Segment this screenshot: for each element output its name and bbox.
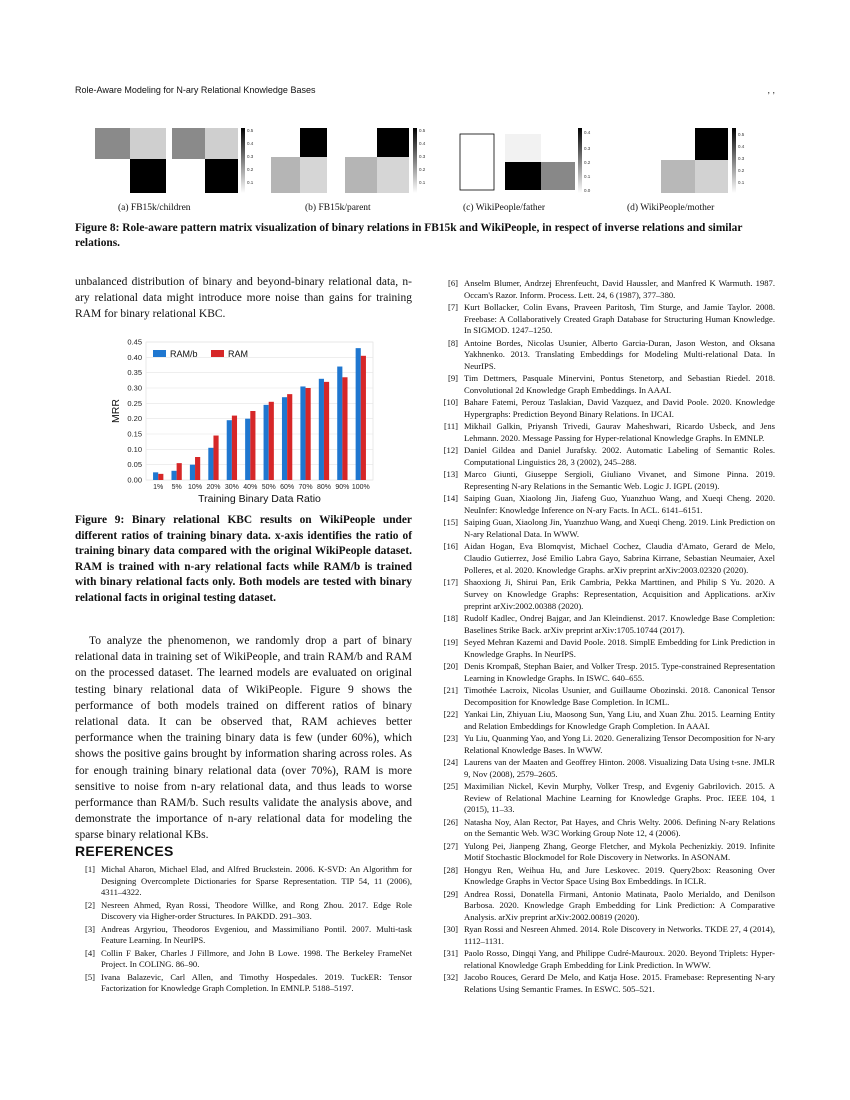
cbar-a-tick: 0.2	[247, 167, 254, 172]
reference-text: Nesreen Ahmed, Ryan Rossi, Theodore Willke, and Rong Zhou. 2017. Edge Role Discovery via Higher-order Structures. In PAKDD. 291–303.	[101, 899, 412, 922]
reference-item	[75, 972, 412, 995]
reference-item	[438, 421, 775, 444]
bar-ram-b	[227, 420, 232, 480]
reference-number: [20]	[443, 660, 458, 671]
legend-swatch	[211, 350, 224, 357]
panel-c-label: (c) WikiPeople/father	[463, 203, 546, 213]
reference-text: Aidan Hogan, Eva Blomqvist, Michael Cochez, Claudia d'Amato, Gerard de Melo, Claudio Gutierrez, José Emilio Labra Gayo, Sabrina Kirrane, Sebastian Neumaier, Axel Polleres, et al. 2020. Knowledge Graphs. arXiv preprint arXiv:2003.02320 (2020).	[464, 541, 775, 575]
reference-text: Bahare Fatemi, Perouz Taslakian, David Vazquez, and David Poole. 2020. Knowledge Hypergraphs: Prediction Beyond Binary Relations. In IJCAI.	[464, 397, 775, 420]
analysis-paragraph: To analyze the phenomenon, we randomly drop a part of binary relational data in training set of WikiPeople, and train RAM/b and RAM on the processed dataset. The learned models are evaluated on original testing binary relational data of WikiPeople. Figure 9 shows the performance of both models trained on different ratios of binary relational data. It can be observed that, RAM achieves better performance when the training binary data is few (under 60%), which shows the positive gains brought by information sharing across roles. As for enough training binary relational data (over 70%), RAM is more sensitive to noise from n-ary relational data, and thus leads to worse performance than RAM/b. Such results validate the analysis above, and demonstrate the importance of n-ary relational data for modeling the sparse binary relational KBs.	[75, 635, 412, 842]
reference-item	[438, 661, 775, 684]
y-tick-label: 0.15	[127, 429, 142, 439]
matrix-panel-b	[271, 128, 417, 193]
cbar-d-tick: 0.2	[738, 168, 745, 173]
reference-text: Yu Liu, Quanming Yao, and Yong Li. 2020. Generalizing Tensor Decomposition for N-ary Relational Knowledge Bases. In WWW.	[464, 732, 775, 755]
figure-8-caption: Figure 8: Role-aware pattern matrix visualization of binary relations in FB15k and WikiPeople, in respect of inverse relations and similar relations.	[75, 222, 743, 249]
bar-ram-b	[153, 472, 158, 480]
reference-item	[75, 864, 412, 899]
bar-ram-b	[319, 379, 324, 480]
reference-number: [32]	[443, 972, 458, 983]
bar-ram-b	[190, 465, 195, 480]
reference-number: [28]	[443, 864, 458, 875]
y-axis-label: MRR	[110, 399, 122, 423]
reference-text: Andrea Rossi, Donatella Firmani, Antonio Matinata, Paolo Merialdo, and Denilson Barbosa. 2020. Knowledge Graph Embedding for Link Prediction: A Comparative Analysis. arXiv preprint arXiv:2002.00819 (2020).	[464, 888, 775, 922]
reference-text: Anselm Blumer, Andrzej Ehrenfeucht, David Haussler, and Manfred K Warmuth. 1987. Occam's Razor. Inform. Process. Lett. 24, 6 (1987), 377–380.	[464, 278, 775, 300]
reference-number: [7]	[447, 302, 458, 312]
cbar-d-tick: 0.5	[738, 132, 745, 137]
cbar-c-tick: 0.3	[584, 146, 591, 151]
cbar-a-tick: 0.5	[247, 128, 254, 133]
bar-ram	[250, 411, 255, 480]
reference-text: Seyed Mehran Kazemi and David Poole. 2018. SimplE Embedding for Link Prediction in Knowledge Graphs. In NeurIPS.	[464, 636, 775, 659]
matrix-panel-a	[95, 128, 245, 193]
reference-text: Saiping Guan, Xiaolong Jin, Yuanzhuo Wang, and Xueqi Cheng. 2019. Link Prediction on N-ary Relational Data. In WWW.	[464, 517, 775, 540]
y-tick-label: 0.35	[127, 368, 142, 378]
reference-item	[438, 517, 775, 540]
panel-d-label: (d) WikiPeople/mother	[627, 203, 715, 213]
bar-ram	[342, 377, 347, 480]
bar-ram	[232, 416, 237, 480]
references-list-right	[438, 278, 775, 996]
reference-text: Timothée Lacroix, Nicolas Usunier, and Guillaume Obozinski. 2018. Canonical Tensor Decomposition for Knowledge Base Completion. In ICML.	[464, 684, 775, 707]
reference-text: Shaoxiong Ji, Shirui Pan, Erik Cambria, Pekka Marttinen, and Philip S Yu. 2020. A Survey on Knowledge Graphs: Representation, Acquisition and Applications. arXiv preprint arXiv:2002.00388 (2020).	[464, 577, 775, 611]
reference-number: [11]	[444, 421, 458, 432]
reference-number: [2]	[84, 899, 95, 910]
reference-item	[438, 278, 775, 301]
reference-text: Marco Giunti, Giuseppe Sergioli, Giuliano Vivanet, and Simone Pinna. 2019. Representing N-ary Relations in the Semantic Web. Logic J. IGPL (2019).	[464, 469, 775, 492]
reference-item	[438, 338, 775, 373]
reference-item	[438, 637, 775, 660]
reference-item	[438, 469, 775, 492]
x-tick-label: 30%	[224, 484, 239, 491]
reference-text: Yulong Pei, Jianpeng Zhang, George Fletcher, and Mykola Pechenizkiy. 2019. Infinite Motif Stochastic Blockmodel for Role Discovery in Networks. In ASONAM.	[464, 840, 775, 863]
x-tick-label: 20%	[206, 484, 221, 491]
bar-ram	[269, 402, 274, 480]
reference-item	[438, 685, 775, 708]
reference-number: [18]	[443, 612, 458, 623]
reference-number: [24]	[443, 756, 458, 767]
reference-item	[75, 948, 412, 971]
reference-item	[438, 865, 775, 888]
figure-9-caption: Figure 9: Binary relational KBC results on WikiPeople under different ratios of training binary data. x-axis identifies the ratio of training binary data compared with the original WikiPeople dataset. RAM is trained with n-ary relational facts while RAM/b is trained with binary relational facts only. Both models are tested with binary relational facts in original testing dataset.	[75, 514, 412, 604]
x-tick-label: 1%	[153, 484, 164, 491]
reference-number: [29]	[443, 888, 458, 899]
reference-text: Mikhail Galkin, Priyansh Trivedi, Gaurav Maheshwari, Ricardo Usbeck, and Jens Lehmann. 2020. Message Passing for Hyper-relational Knowledge Graphs. In EMNLP.	[464, 421, 775, 444]
reference-text: Hongyu Ren, Weihua Hu, and Jure Leskovec. 2019. Query2box: Reasoning Over Knowledge Graphs in Vector Space Using Box Embeddings. In ICLR.	[464, 864, 775, 887]
reference-item	[438, 493, 775, 516]
reference-number: [22]	[443, 708, 458, 719]
cbar-b-tick: 0.2	[419, 167, 426, 172]
bar-ram	[195, 457, 200, 480]
y-tick-label: 0.00	[127, 475, 142, 485]
y-tick-label: 0.25	[127, 398, 142, 408]
reference-text: Tim Dettmers, Pasquale Minervini, Pontus Stenetorp, and Sebastian Riedel. 2018. Convolutional 2d Knowledge Graph Embeddings. In AAAI.	[464, 373, 775, 396]
reference-text: Jacobo Rouces, Gerard De Melo, and Katja Hose. 2015. Framebase: Representing N-ary Relations Using Semantic Frames. In ESWC. 505–521.	[464, 972, 775, 994]
running-header-page: , ,	[767, 85, 775, 95]
y-tick-label: 0.40	[127, 352, 142, 362]
bar-ram-b	[356, 348, 361, 480]
legend-label: RAM	[228, 349, 248, 359]
reference-text: Ivana Balazevic, Carl Allen, and Timothy Hospedales. 2019. TuckER: Tensor Factorization for Knowledge Graph Completion. In EMNLP. 5188–5197.	[101, 971, 412, 994]
cbar-b-tick: 0.1	[419, 180, 426, 185]
x-tick-label: 10%	[188, 484, 203, 491]
reference-number: [21]	[443, 684, 458, 695]
reference-number: [19]	[443, 636, 458, 647]
bar-ram-b	[245, 419, 250, 480]
x-tick-label: 90%	[335, 484, 350, 491]
reference-text: Ryan Rossi and Nesreen Ahmed. 2014. Role Discovery in Networks. TKDE 27, 4 (2014), 1112–1131.	[464, 924, 775, 946]
reference-number: [25]	[443, 780, 458, 791]
y-tick-label: 0.20	[127, 414, 142, 424]
reference-item	[438, 924, 775, 947]
reference-item	[75, 924, 412, 947]
reference-item	[438, 302, 775, 337]
reference-item	[438, 757, 775, 780]
x-tick-label: 80%	[316, 484, 331, 491]
bar-ram	[213, 436, 218, 480]
intro-text: unbalanced distribution of binary and beyond-binary relational data, n-ary relational data might introduce more noise than gains for training RAM for binary relational KBC.	[75, 276, 412, 321]
reference-number: [16]	[443, 541, 458, 552]
reference-item	[438, 577, 775, 612]
bar-ram	[287, 394, 292, 480]
cbar-d-tick: 0.3	[738, 156, 745, 161]
cbar-c-tick: 0.0	[584, 188, 591, 193]
x-tick-label: 70%	[298, 484, 313, 491]
reference-number: [12]	[443, 445, 458, 456]
cbar-a-tick: 0.1	[247, 180, 254, 185]
reference-number: [4]	[84, 947, 95, 958]
bar-ram	[324, 382, 329, 480]
reference-text: Andreas Argyriou, Theodoros Evgeniou, and Massimiliano Pontil. 2007. Multi-task Feature Learning. In NeurIPS.	[101, 923, 412, 946]
figure-9-chart	[75, 334, 412, 506]
bar-ram	[361, 356, 366, 480]
reference-number: [23]	[443, 732, 458, 743]
reference-text: Paolo Rosso, Dingqi Yang, and Philippe Cudré-Mauroux. 2020. Beyond Triplets: Hyper-relational Knowledge Graph Embedding for Link Prediction. In WWW.	[464, 948, 775, 970]
reference-item	[438, 709, 775, 732]
cbar-a-tick: 0.4	[247, 141, 254, 146]
x-tick-label: 100%	[351, 484, 370, 491]
reference-item	[438, 841, 775, 864]
figure-8	[75, 118, 775, 218]
reference-text: Kurt Bollacker, Colin Evans, Praveen Paritosh, Tim Sturge, and Jamie Taylor. 2008. Freebase: A Collaboratively Created Graph Database for Structuring Human Knowledge. In SIGMOD. 1247–1250.	[464, 302, 775, 336]
bar-ram-b	[208, 448, 213, 480]
matrix-panel-c	[460, 128, 582, 193]
reference-item	[438, 817, 775, 840]
reference-text: Michal Aharon, Michael Elad, and Alfred Bruckstein. 2006. K-SVD: An Algorithm for Designing Overcomplete Dictionaries for Sparse Representation. TIP 54, 11 (2006), 4311–4322.	[101, 864, 412, 898]
reference-text: Daniel Gildea and Daniel Jurafsky. 2002. Automatic Labeling of Semantic Roles. Computational Linguistics 28, 3 (2002), 245–288.	[464, 445, 775, 468]
cbar-a-tick: 0.3	[247, 154, 254, 159]
bar-ram	[177, 463, 182, 480]
reference-item	[438, 733, 775, 756]
reference-item	[75, 900, 412, 923]
reference-number: [3]	[84, 923, 95, 934]
reference-number: [6]	[447, 278, 458, 288]
reference-text: Natasha Noy, Alan Rector, Pat Hayes, and Chris Welty. 2006. Defining N-ary Relations on the Semantic Web. W3C Working Group Note 12, 4 (2006).	[464, 816, 775, 839]
reference-number: [8]	[447, 337, 458, 348]
panel-b-label: (b) FB15k/parent	[305, 203, 371, 213]
cbar-c-tick: 0.1	[584, 174, 591, 179]
reference-item	[438, 972, 775, 995]
y-tick-label: 0.30	[127, 383, 142, 393]
reference-text: Denis Krompaß, Stephan Baier, and Volker Tresp. 2015. Type-constrained Representation Learning in Knowledge Graphs. In ISWC. 640–655.	[464, 660, 775, 683]
cbar-c-tick: 0.2	[584, 160, 591, 165]
intro-paragraph	[75, 274, 412, 323]
reference-item	[438, 373, 775, 396]
matrix-panel-d	[661, 128, 736, 193]
reference-number: [31]	[443, 948, 458, 959]
reference-text: Antoine Bordes, Nicolas Usunier, Alberto Garcia-Duran, Jason Weston, and Oksana Yakhnenko. 2013. Translating Embeddings for Modeling Multi-relational Data. In NeurIPS.	[464, 337, 775, 372]
reference-number: [30]	[443, 924, 458, 935]
x-axis-label: Training Binary Data Ratio	[198, 493, 321, 505]
reference-item	[438, 781, 775, 816]
reference-text: Rudolf Kadlec, Ondrej Bajgar, and Jan Kleindienst. 2017. Knowledge Base Completion: Baselines Strike Back. arXiv preprint arXiv:1705.10744 (2017).	[464, 612, 775, 635]
references-list-left	[75, 864, 412, 996]
reference-item	[438, 541, 775, 576]
y-tick-label: 0.45	[127, 337, 142, 347]
reference-number: [17]	[443, 577, 458, 588]
reference-number: [13]	[443, 469, 458, 480]
bar-ram-b	[337, 367, 342, 480]
reference-text: Collin F Baker, Charles J Fillmore, and John B Lowe. 1998. The Berkeley FrameNet Project. In COLING. 86–90.	[101, 947, 412, 970]
x-tick-label: 60%	[280, 484, 295, 491]
references-heading: REFERENCES	[75, 843, 174, 859]
bar-ram-b	[282, 397, 287, 480]
reference-number: [1]	[84, 864, 95, 874]
cbar-b-tick: 0.3	[419, 154, 426, 159]
x-tick-label: 50%	[261, 484, 276, 491]
reference-item	[438, 613, 775, 636]
reference-item	[438, 397, 775, 420]
reference-text: Maximilian Nickel, Kevin Murphy, Volker Tresp, and Evgeniy Gabrilovich. 2015. A Review of Relational Machine Learning for Knowledge Graphs. Proc. IEEE 104, 1 (2015), 11–33.	[464, 780, 775, 815]
bar-ram	[306, 388, 311, 480]
cbar-b-tick: 0.5	[419, 128, 426, 133]
x-tick-label: 40%	[243, 484, 258, 491]
bar-ram-b	[264, 405, 269, 480]
panel-a-label: (a) FB15k/children	[118, 203, 191, 213]
reference-item	[438, 889, 775, 924]
reference-number: [27]	[443, 840, 458, 851]
cbar-d-tick: 0.1	[738, 180, 745, 185]
reference-number: [9]	[447, 373, 458, 384]
reference-item	[438, 445, 775, 468]
reference-number: [26]	[443, 816, 458, 827]
reference-text: Yankai Lin, Zhiyuan Liu, Maosong Sun, Yang Liu, and Xuan Zhu. 2015. Learning Entity and Relation Embeddings for Knowledge Graph Completion. In AAAI.	[464, 708, 775, 731]
y-tick-label: 0.05	[127, 460, 142, 470]
reference-number: [10]	[443, 397, 458, 408]
reference-item	[438, 948, 775, 971]
cbar-d-tick: 0.4	[738, 144, 745, 149]
running-header-title: Role-Aware Modeling for N-ary Relational Knowledge Bases	[75, 85, 316, 95]
reference-number: [14]	[443, 493, 458, 504]
reference-number: [5]	[84, 971, 95, 982]
legend-label: RAM/b	[170, 349, 198, 359]
legend-swatch	[153, 350, 166, 357]
reference-number: [15]	[443, 517, 458, 528]
x-tick-label: 5%	[171, 484, 182, 491]
cbar-b-tick: 0.4	[419, 141, 426, 146]
cbar-c-tick: 0.4	[584, 130, 591, 135]
reference-text: Laurens van der Maaten and Geoffrey Hinton. 2008. Visualizing Data Using t-sne. JMLR 9, Nov (2008), 2579–2605.	[464, 756, 775, 779]
y-tick-label: 0.10	[127, 444, 142, 454]
bar-ram	[158, 474, 163, 480]
bar-ram-b	[171, 471, 176, 480]
bar-ram-b	[300, 386, 305, 480]
reference-text: Saiping Guan, Xiaolong Jin, Jiafeng Guo, Yuanzhuo Wang, and Xueqi Cheng. 2020. NeuInfer: Knowledge Inference on N-ary Facts. In ACL. 6141–6151.	[464, 493, 775, 516]
